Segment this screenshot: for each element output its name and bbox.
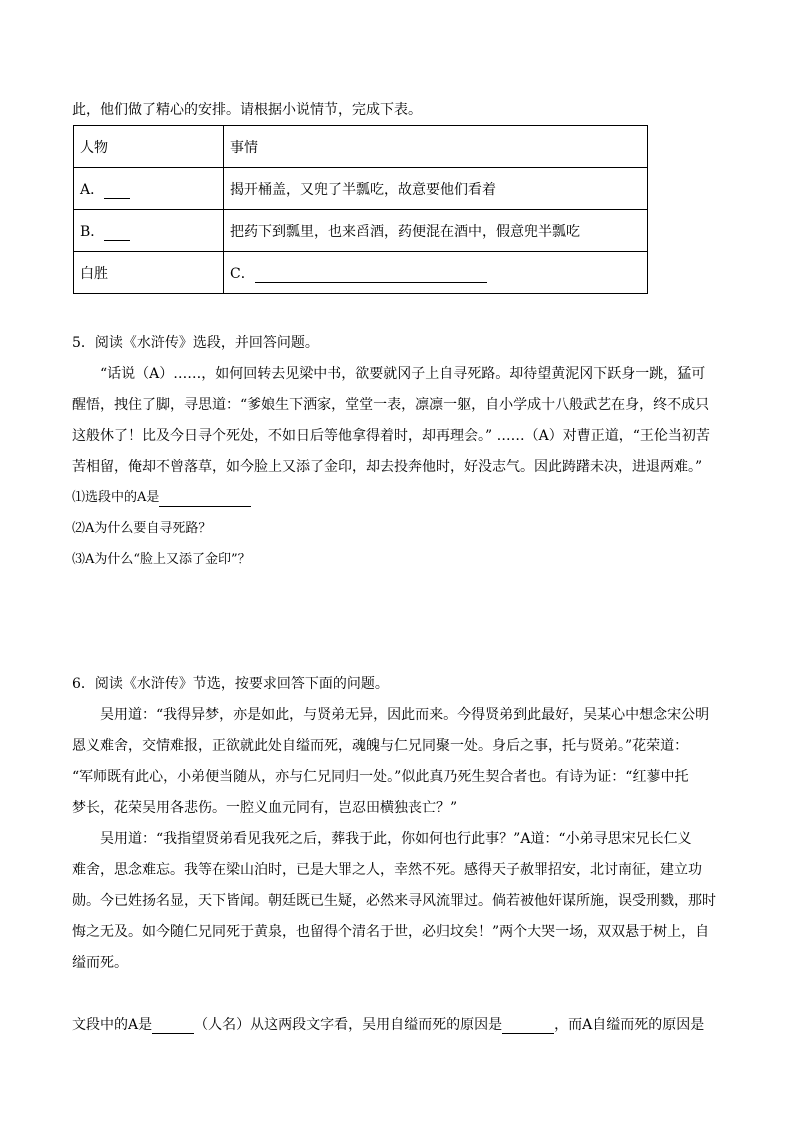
q5-sub1: ⑴选段中的A是 bbox=[72, 489, 724, 507]
row-a-event: 揭开桶盖，又兜了半瓢吃，故意要他们看着 bbox=[224, 168, 648, 210]
row-baisheng-label: 白胜 bbox=[74, 252, 224, 294]
row-a-label: A． bbox=[74, 168, 224, 210]
q6-title: 6．阅读《水浒传》节选，按要求回答下面的问题。 bbox=[72, 676, 389, 692]
q5-passage-line: 醒悟，拽住了脚，寻思道：“爹娘生下洒家，堂堂一表，凛凛一躯，自小学成十八般武艺在身，终不成只 bbox=[72, 397, 710, 413]
q6-passage-line: 勋。今已姓扬名显，天下皆闻。朝廷既已生疑，必然来寻风流罪过。倘若被他奸谋所施，误受刑戮，那时 bbox=[72, 893, 716, 909]
q5-passage-line: 这般休了！比及今日寻个死处，不如日后等他拿得着时，却再理会。” ……（A）对曹正道，“王伦当初苦 bbox=[72, 428, 710, 444]
header-event: 事情 bbox=[224, 126, 648, 168]
row-c-event: C． bbox=[224, 252, 648, 294]
blank-c[interactable] bbox=[255, 268, 487, 283]
q5-passage-line: “话说（A）……，如何回转去见梁中书，欲要就冈子上自寻死路。却待望黄泥冈下跃身一跳，猛可 bbox=[100, 366, 706, 382]
q6-passage-line: 难舍，思念难忘。我等在梁山泊时，已是大罪之人，幸然不死。感得天子赦罪招安，北讨南征，建立功 bbox=[72, 862, 702, 878]
table-row bbox=[74, 252, 648, 294]
q6-name-blank[interactable] bbox=[152, 1019, 194, 1034]
q6-passage-line: “军师既有此心，小弟便当随从，亦与仁兄同归一处。”似此真乃死生契合者也。有诗为证：“红蓼中托 bbox=[72, 769, 689, 785]
q5-sub1-blank[interactable] bbox=[159, 492, 251, 507]
q6-passage-line: 吴用道：“我得异梦，亦是如此，与贤弟无异，因此而来。今得贤弟到此最好，吴某心中想念宋公明 bbox=[100, 707, 710, 723]
q6-passage-line: 悔之无及。如今随仁兄同死于黄泉，也留得个清名于世，必归坟矣！”两个大哭一场，双双悬于树上，自 bbox=[72, 924, 710, 940]
q6-passage-line: 缢而死。 bbox=[72, 955, 128, 971]
q6-passage-line: 吴用道：“我指望贤弟看见我死之后，葬我于此，你如何也行此事？”A道：“小弟寻思宋兄长仁义 bbox=[100, 831, 692, 847]
table-row bbox=[74, 168, 648, 210]
q5-sub2: ⑵A为什么要自寻死路？ bbox=[72, 521, 212, 536]
q5-passage-line: 苦相留，俺却不曾落草，如今脸上又添了金印，却去投奔他时，好没志气。因此踌躇未决，进退两难。” bbox=[72, 459, 703, 475]
table-row bbox=[74, 210, 648, 252]
intro-text: 此，他们做了精心的安排。请根据小说情节，完成下表。 bbox=[72, 102, 422, 118]
q5-sub3: ⑶A为什么“脸上又添了金印”？ bbox=[72, 552, 251, 567]
q6-passage-line: 梦长，花荣吴用各悲伤。一腔义血元同有，岂忍田横独丧亡？” bbox=[72, 800, 458, 816]
table-header-row bbox=[74, 126, 648, 168]
blank-a[interactable] bbox=[104, 184, 130, 199]
q5-title: 5．阅读《水浒传》选段，并回答问题。 bbox=[72, 335, 319, 351]
blank-b[interactable] bbox=[104, 226, 130, 241]
q6-question: 文段中的A是 （人名）从这两段文字看，吴用自缢而死的原因是 ，而A自缢而死的原因是 bbox=[72, 1017, 705, 1033]
row-b-event: 把药下到瓢里，也来舀酒，药便混在酒中，假意兜半瓢吃 bbox=[224, 210, 648, 252]
q6-reason-blank[interactable] bbox=[502, 1019, 554, 1034]
row-b-label: B． bbox=[74, 210, 224, 252]
character-table bbox=[73, 125, 648, 294]
q6-passage-line: 恩义难舍，交情难报，正欲就此处自缢而死，魂魄与仁兄同聚一处。身后之事，托与贤弟。”花荣道： bbox=[72, 738, 689, 754]
header-person: 人物 bbox=[74, 126, 224, 168]
